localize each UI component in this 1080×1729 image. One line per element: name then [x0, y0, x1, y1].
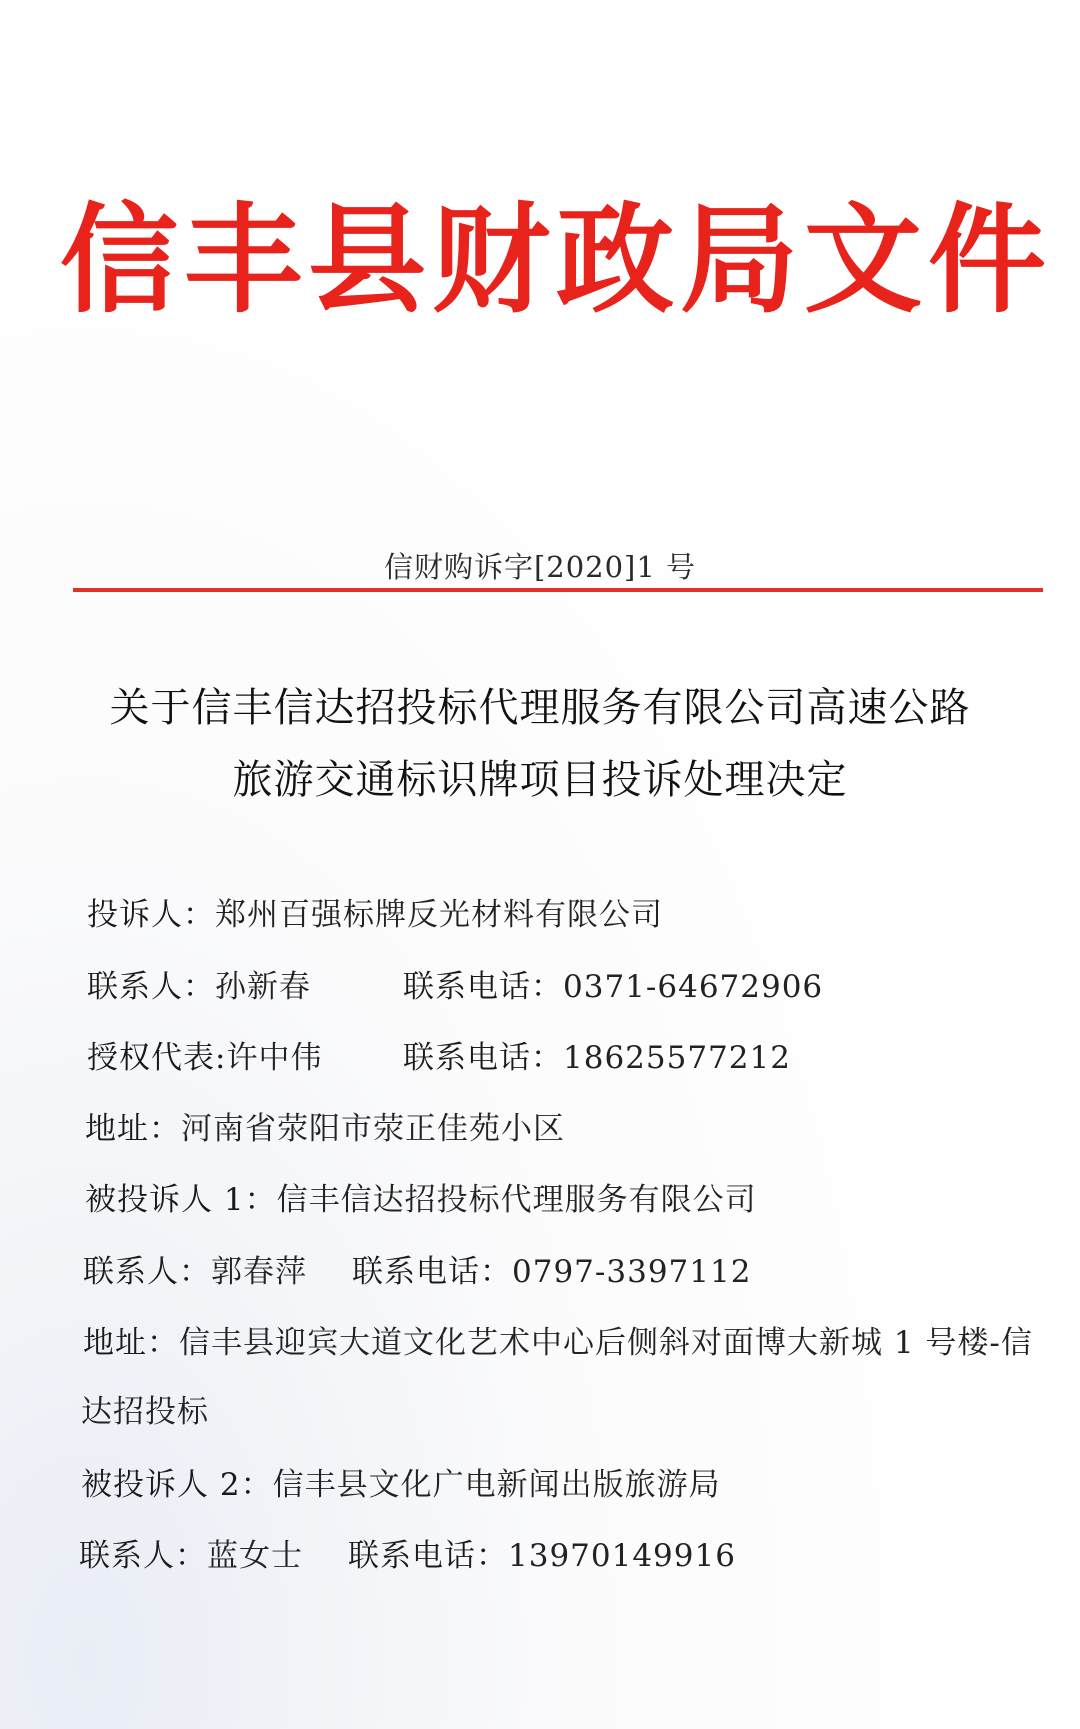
respondent-1-contact-row — [83, 1252, 307, 1292]
respondent-1-phone-label: 联系电话： — [352, 1254, 512, 1290]
complainant-row — [87, 895, 663, 935]
respondent-1-row — [85, 1180, 757, 1220]
respondent-2-label: 被投诉人 2： — [81, 1467, 273, 1503]
respondent-1-address-line-2: 达招投标 — [81, 1394, 209, 1430]
respondent-1-address-row — [83, 1323, 1033, 1363]
authorized-rep-phone: 18625577212 — [563, 1040, 791, 1076]
respondent-1-name: 信丰信达招投标代理服务有限公司 — [276, 1182, 757, 1218]
complainant-name: 郑州百强标牌反光材料有限公司 — [215, 897, 663, 933]
document-title — [0, 672, 1080, 816]
respondent-2-phone-label: 联系电话： — [348, 1538, 508, 1574]
respondent-1-contact-label: 联系人： — [83, 1254, 211, 1290]
respondent-2-phone: 13970149916 — [508, 1538, 736, 1574]
complainant-phone: 0371-64672906 — [563, 969, 824, 1005]
respondent-1-contact-name: 郭春萍 — [211, 1254, 307, 1290]
authorized-rep-row — [87, 1038, 322, 1078]
complainant-label: 投诉人： — [87, 897, 215, 933]
respondent-1-address-line-1: 信丰县迎宾大道文化艺术中心后侧斜对面博大新城 1 号楼-信 — [179, 1325, 1033, 1361]
complainant-address: 河南省荥阳市荥正佳苑小区 — [181, 1111, 565, 1147]
complainant-phone-label: 联系电话： — [403, 969, 563, 1005]
complainant-contact-row — [87, 967, 311, 1007]
respondent-1-phone-row — [352, 1252, 751, 1292]
respondent-2-name: 信丰县文化广电新闻出版旅游局 — [272, 1467, 721, 1503]
respondent-1-phone: 0797-3397112 — [512, 1254, 752, 1290]
document-title-line-1: 关于信丰信达招投标代理服务有限公司高速公路 — [109, 685, 971, 731]
document-title-line-2: 旅游交通标识牌项目投诉处理决定 — [232, 757, 848, 803]
respondent-2-phone-row — [348, 1536, 736, 1576]
complainant-phone-row — [403, 967, 823, 1007]
authorized-rep-name: 许中伟 — [226, 1040, 323, 1076]
respondent-2-row — [81, 1465, 721, 1505]
respondent-1-address-label: 地址： — [83, 1325, 179, 1361]
respondent-2-contact-row — [79, 1536, 303, 1576]
complainant-address-row — [85, 1109, 565, 1149]
respondent-1-label: 被投诉人 1： — [85, 1182, 277, 1218]
issuer-header-title: 信丰县财政局文件 — [60, 191, 1053, 329]
authorized-rep-phone-label: 联系电话： — [403, 1040, 563, 1076]
authorized-rep-label: 授权代表: — [87, 1040, 227, 1076]
complainant-contact-label: 联系人： — [87, 969, 215, 1005]
respondent-2-contact-name: 蓝女士 — [207, 1538, 303, 1574]
authorized-rep-phone-row — [403, 1038, 791, 1078]
complainant-address-label: 地址： — [85, 1111, 181, 1147]
respondent-2-contact-label: 联系人： — [79, 1538, 207, 1574]
red-divider-line — [73, 588, 1043, 592]
complainant-contact-name: 孙新春 — [215, 969, 311, 1005]
respondent-1-address-line-2-row — [81, 1392, 209, 1432]
document-number: 信财购诉字[2020]1 号 — [383, 550, 697, 584]
